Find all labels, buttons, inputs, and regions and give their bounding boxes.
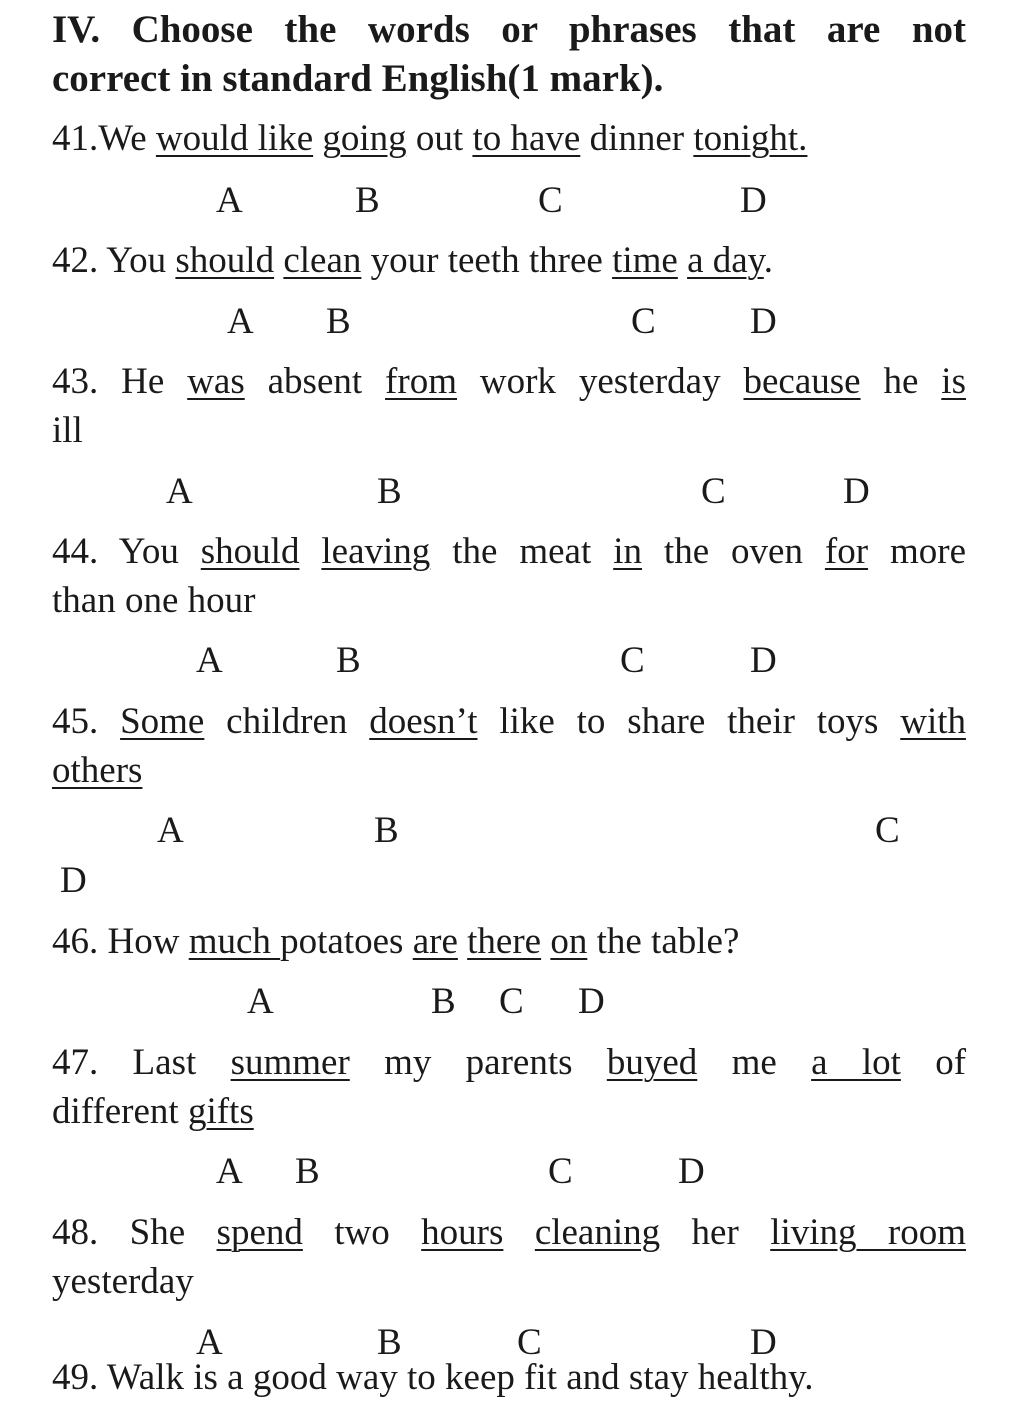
question-48: 48. She spend two hours cleaning her living room xyxy=(52,1212,967,1253)
letter-a: A xyxy=(196,1322,223,1363)
letter-a: A xyxy=(196,640,223,681)
option-b: hours xyxy=(421,1212,504,1253)
letter-a: A xyxy=(227,301,254,342)
section-heading-line1: IV. Choose the words or phrases that are not xyxy=(52,8,966,51)
letter-a: A xyxy=(157,810,184,851)
question-49-partial: 49. Walk is a good way to keep fit and stay healthy. xyxy=(52,1357,814,1398)
question-47: 47. Last summer my parents buyed me a lot of xyxy=(52,1042,967,1083)
option-b: are xyxy=(412,921,458,962)
option-c: there xyxy=(467,921,542,962)
letter-c: C xyxy=(499,981,524,1022)
option-d: gifts xyxy=(187,1091,254,1132)
letter-b: B xyxy=(431,981,456,1022)
option-c: to have xyxy=(472,118,581,159)
letter-c: C xyxy=(701,471,726,512)
option-a: should xyxy=(175,240,275,281)
question-41: 41.We would like going out to have dinner tonight. xyxy=(52,118,808,159)
letter-d: D xyxy=(843,471,870,512)
option-c: time xyxy=(612,240,678,281)
letter-a: A xyxy=(166,471,193,512)
letter-b: B xyxy=(377,471,402,512)
letter-b: B xyxy=(377,1322,402,1363)
letter-b: B xyxy=(336,640,361,681)
question-44-continued: than one hour xyxy=(52,580,256,621)
letter-a: A xyxy=(216,1151,243,1192)
question-48-continued: yesterday xyxy=(52,1261,194,1302)
letter-b: B xyxy=(326,301,351,342)
letter-d: D xyxy=(678,1151,705,1192)
option-a: much xyxy=(188,921,281,962)
option-b: buyed xyxy=(606,1042,698,1083)
letter-d: D xyxy=(578,981,605,1022)
letter-c: C xyxy=(538,180,563,221)
question-43-continued: ill xyxy=(52,410,83,451)
option-d: tonight. xyxy=(693,118,808,159)
option-b: clean xyxy=(283,240,362,281)
letter-d: D xyxy=(750,1322,777,1363)
letter-c: C xyxy=(517,1322,542,1363)
letter-b: B xyxy=(355,180,380,221)
section-heading-line2: correct in standard English(1 mark). xyxy=(52,57,664,100)
option-a: should xyxy=(200,531,300,572)
option-a: Some xyxy=(120,701,205,742)
question-42: 42. You should clean your teeth three time a day. xyxy=(52,240,774,281)
letter-a: A xyxy=(247,981,274,1022)
option-b: doesn’t xyxy=(369,701,478,742)
option-a: would like xyxy=(155,118,314,159)
option-b: leaving xyxy=(321,531,431,572)
letter-d: D xyxy=(740,180,767,221)
option-d: others xyxy=(52,750,143,791)
option-b: going xyxy=(322,118,407,159)
letter-a: A xyxy=(216,180,243,221)
option-c: a lot xyxy=(811,1042,901,1083)
option-c: because xyxy=(743,361,861,402)
letter-c: C xyxy=(875,810,900,851)
option-d: for xyxy=(824,531,869,572)
question-46: 46. How much potatoes are there on the table? xyxy=(52,921,740,962)
option-a: spend xyxy=(216,1212,303,1253)
option-c: cleaning xyxy=(534,1212,661,1253)
option-d: a day xyxy=(687,240,764,281)
letter-c: C xyxy=(620,640,645,681)
option-a: summer xyxy=(230,1042,350,1083)
letter-d: D xyxy=(750,640,777,681)
letter-c: C xyxy=(631,301,656,342)
letter-b: B xyxy=(295,1151,320,1192)
letter-d: D xyxy=(60,860,87,901)
question-44: 44. You should leaving the meat in the oven for more xyxy=(52,531,967,572)
letter-d: D xyxy=(750,301,777,342)
question-45: 45. Some children doesn’t like to share their toys with xyxy=(52,701,967,742)
question-47-continued: different gifts xyxy=(52,1091,254,1132)
option-a: was xyxy=(187,361,245,402)
option-d: is xyxy=(941,361,966,402)
option-c: with xyxy=(900,701,967,742)
question-43: 43. He was absent from work yesterday because he is xyxy=(52,361,966,402)
letter-c: C xyxy=(548,1151,573,1192)
letter-b: B xyxy=(374,810,399,851)
option-b: from xyxy=(385,361,457,402)
option-d: on xyxy=(550,921,588,962)
option-c: in xyxy=(613,531,642,572)
option-d: living room xyxy=(770,1212,967,1253)
